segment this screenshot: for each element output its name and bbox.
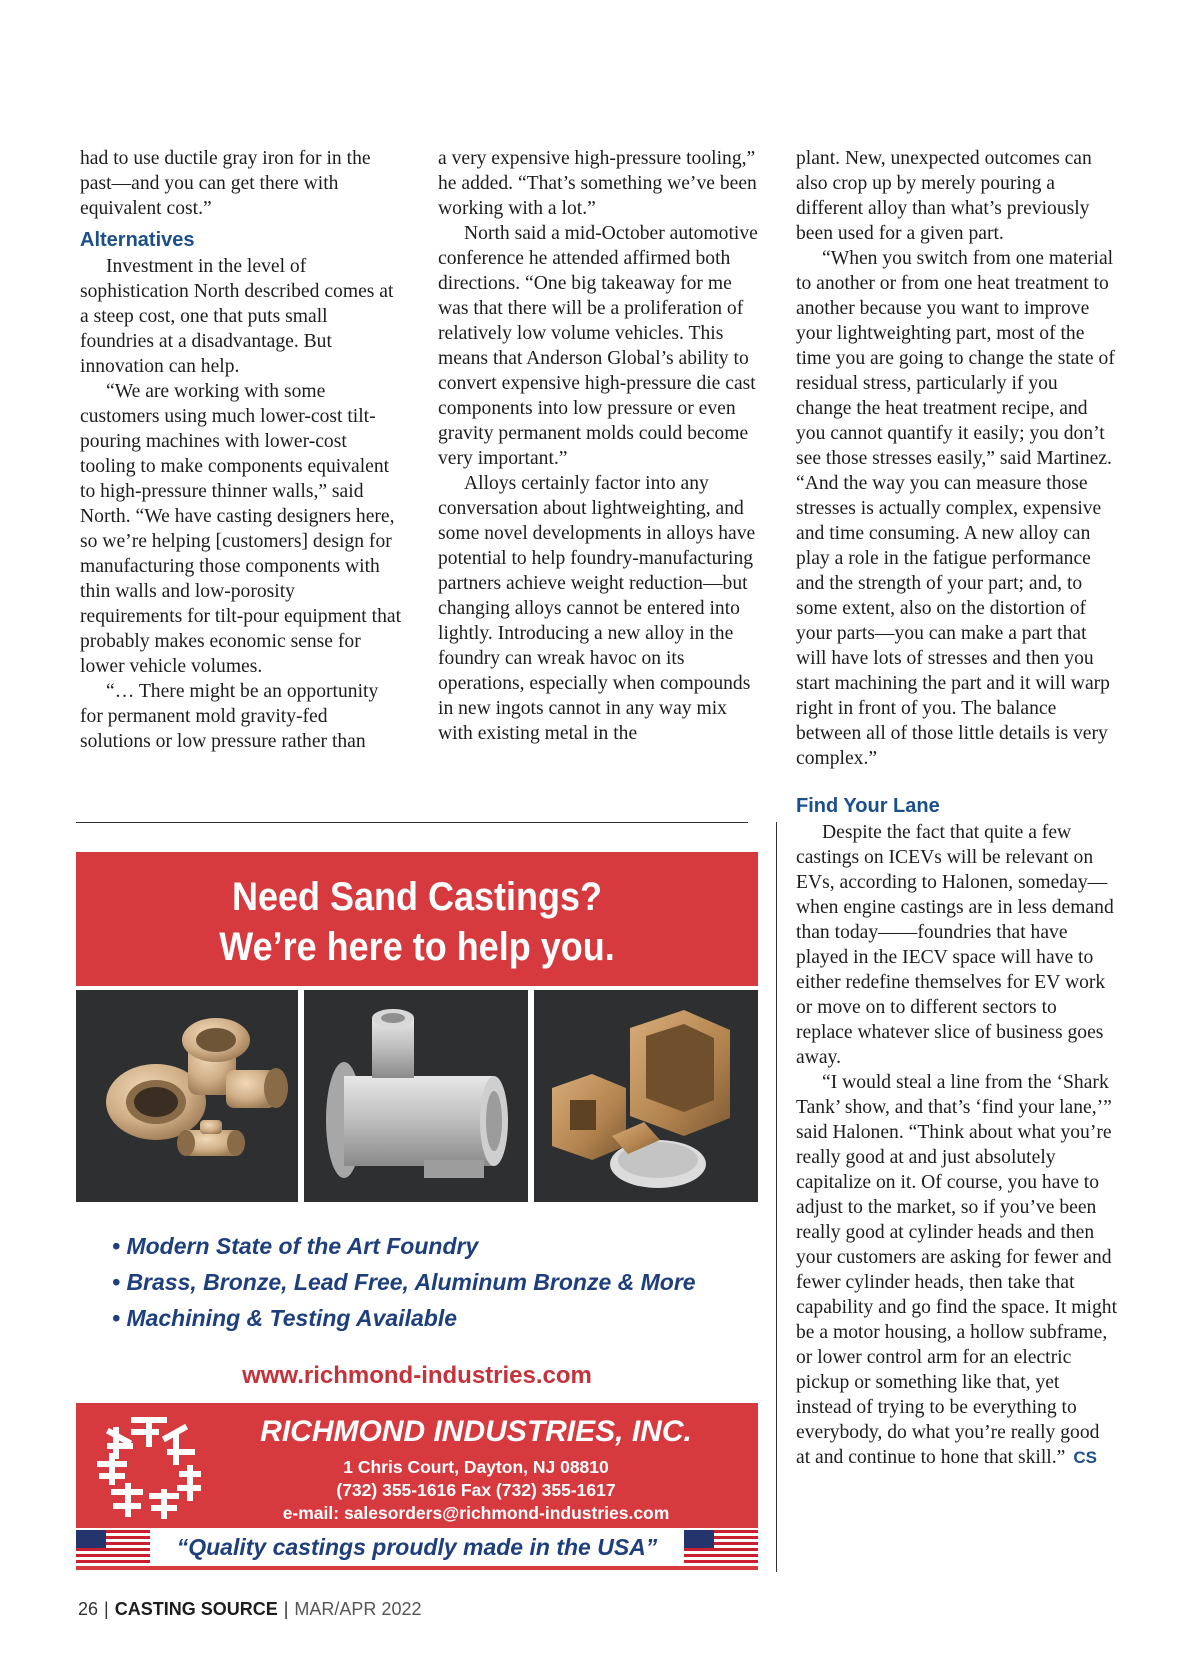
paragraph: a very expensive high-pressure tooling,” he added. “That’s something we’ve been working with a lot.” (438, 148, 757, 219)
ad-feature-item: • Machining & Testing Available (112, 1305, 458, 1331)
paragraph: had to use ductile gray iron for in the past—and you can get there with equivalent cost.” (80, 148, 371, 219)
ad-feature-list (76, 1206, 758, 1352)
aluminum-housing-photo (304, 990, 528, 1202)
paragraph: Despite the fact that quite a few castings on ICEVs will be relevant on EVs, according to Halonen, someday—when engine castings are in less demand than today——foundries that have played in the IECV space will have to either redefine themselves for EV work or move on to different sectors to replace whatever slice of business goes away. (796, 822, 1114, 1068)
issue-date: MAR/APR 2022 (294, 1599, 422, 1619)
ad-address: 1 Chris Court, Dayton, NJ 08810 (343, 1457, 609, 1477)
paragraph: “We are working with some customers using much lower-cost tilt-pouring machines with lower-cost tooling to make components equivalent to high-pressure thinner walls,” said North. “We have casting designers here, so we’re helping [customers] design for manufacturing those components with thin walls and low-porosity requirements for tilt-pour equipment that probably makes economic sense for lower vehicle volumes. (80, 381, 402, 677)
us-flag-icon (76, 1530, 150, 1564)
richmond-logo-icon (94, 1412, 204, 1522)
ad-phone: (732) 355-1616 Fax (732) 355-1617 (336, 1480, 616, 1500)
article-column-3 (796, 146, 1118, 1470)
ad-tagline: “Quality castings proudly made in the USA” (176, 1534, 658, 1560)
ad-tagline-band (76, 1528, 758, 1566)
section-heading-find-your-lane: Find Your Lane (796, 795, 940, 817)
paragraph: “When you switch from one material to another or from one heat treatment to another because you want to improve your lightweighting part, most of the time you are going to change the state of residual stress, particularly if you change the heat treatment recipe, and you cannot quantify it easily; you don’t see those stresses easily,” said Martinez. “And the way you can measure those stresses is actually complex, expensive and time consuming. A new alloy can play a role in the fatigue performance and the strength of your part; and, to some extent, also on the distortion of your parts—you can make a part that will have lots of stresses and then you start machining the part and it will warp right in front of you. The balance between all of those little details is very complex.” (796, 248, 1115, 769)
ad-photo-strip (76, 986, 758, 1206)
footer-separator: | (104, 1599, 109, 1619)
bronze-castings-photo (534, 990, 758, 1202)
ad-headline (110, 872, 724, 972)
brass-fittings-photo (76, 990, 298, 1202)
article-column-1 (80, 146, 402, 754)
page-number: 26 (78, 1599, 99, 1619)
ad-url-band (76, 1352, 758, 1406)
richmond-industries-ad (76, 852, 758, 1570)
section-heading-alternatives: Alternatives (80, 229, 195, 251)
us-flag-icon (684, 1530, 758, 1564)
article-column-2 (438, 146, 760, 746)
ad-email[interactable]: e-mail: salesorders@richmond-industries.com (282, 1503, 670, 1523)
paragraph: plant. New, unexpected outcomes can also crop up by merely pouring a different alloy than what’s previously been used for a given part. (796, 148, 1092, 244)
aluminum-housing-illustration (304, 990, 528, 1202)
ad-headline-line-2: We’re here to help you. (219, 925, 615, 969)
brass-fittings-illustration (76, 990, 298, 1202)
end-mark: CS (1073, 1448, 1097, 1467)
paragraph: North said a mid-October automotive conference he attended affirmed both directions. “One big takeaway for me was that there will be a proliferation of relatively low volume vehicles. This means that Anderson Global’s ability to convert expensive high-pressure die cast components into low pressure or even gravity permanent molds could become very important.” (438, 223, 758, 469)
page-footer (78, 1597, 421, 1621)
paragraph-text: “I would steal a line from the ‘Shark Tank’ show, and that’s ‘find your lane,’” said Halonen. “Think about what you’re really good at and just absolutely capitalize on it. Of course, you have to adjust to the market, so if you’ve been really good at cylinder heads and then your customers are asking for fewer and fewer cylinder heads, then take that capability and go find the space. It might be a motor housing, a hollow subframe, or lower control arm for an electric pickup or something like that, yet instead of trying to be everything to everybody, do what you’re really good at and continue to hone that skill.” (796, 1072, 1118, 1468)
ad-company-name: RICHMOND INDUSTRIES, INC. (260, 1415, 692, 1448)
ad-feature-item: • Brass, Bronze, Lead Free, Aluminum Bronze & More (112, 1269, 696, 1295)
ad-headline-line-1: Need Sand Castings? (231, 875, 603, 919)
bronze-castings-illustration (534, 990, 758, 1202)
ad-website-link[interactable]: www.richmond-industries.com (242, 1362, 592, 1389)
ad-divider-horizontal (76, 822, 748, 823)
footer-separator: | (283, 1599, 289, 1619)
ad-feature-item: • Modern State of the Art Foundry (112, 1233, 479, 1259)
paragraph: “… There might be an opportunity for permanent mold gravity-fed solutions or low pressure rather than (80, 681, 379, 752)
paragraph: Alloys certainly factor into any conversation about lightweighting, and some novel developments in alloys have potential to help foundry-manufacturing partners achieve weight reduction—but changing alloys cannot be entered into lightly. Introducing a new alloy in the foundry can wreak havoc on its operations, especially when compounds in new ingots cannot in any way mix with existing metal in the (438, 473, 756, 744)
paragraph (796, 1070, 1118, 1470)
publication-name: CASTING SOURCE (114, 1599, 278, 1619)
paragraph: Investment in the level of sophistication North described comes at a steep cost, one that puts small foundries at a disadvantage. But innovation can help. (80, 256, 394, 377)
ad-divider-vertical (776, 822, 777, 1572)
